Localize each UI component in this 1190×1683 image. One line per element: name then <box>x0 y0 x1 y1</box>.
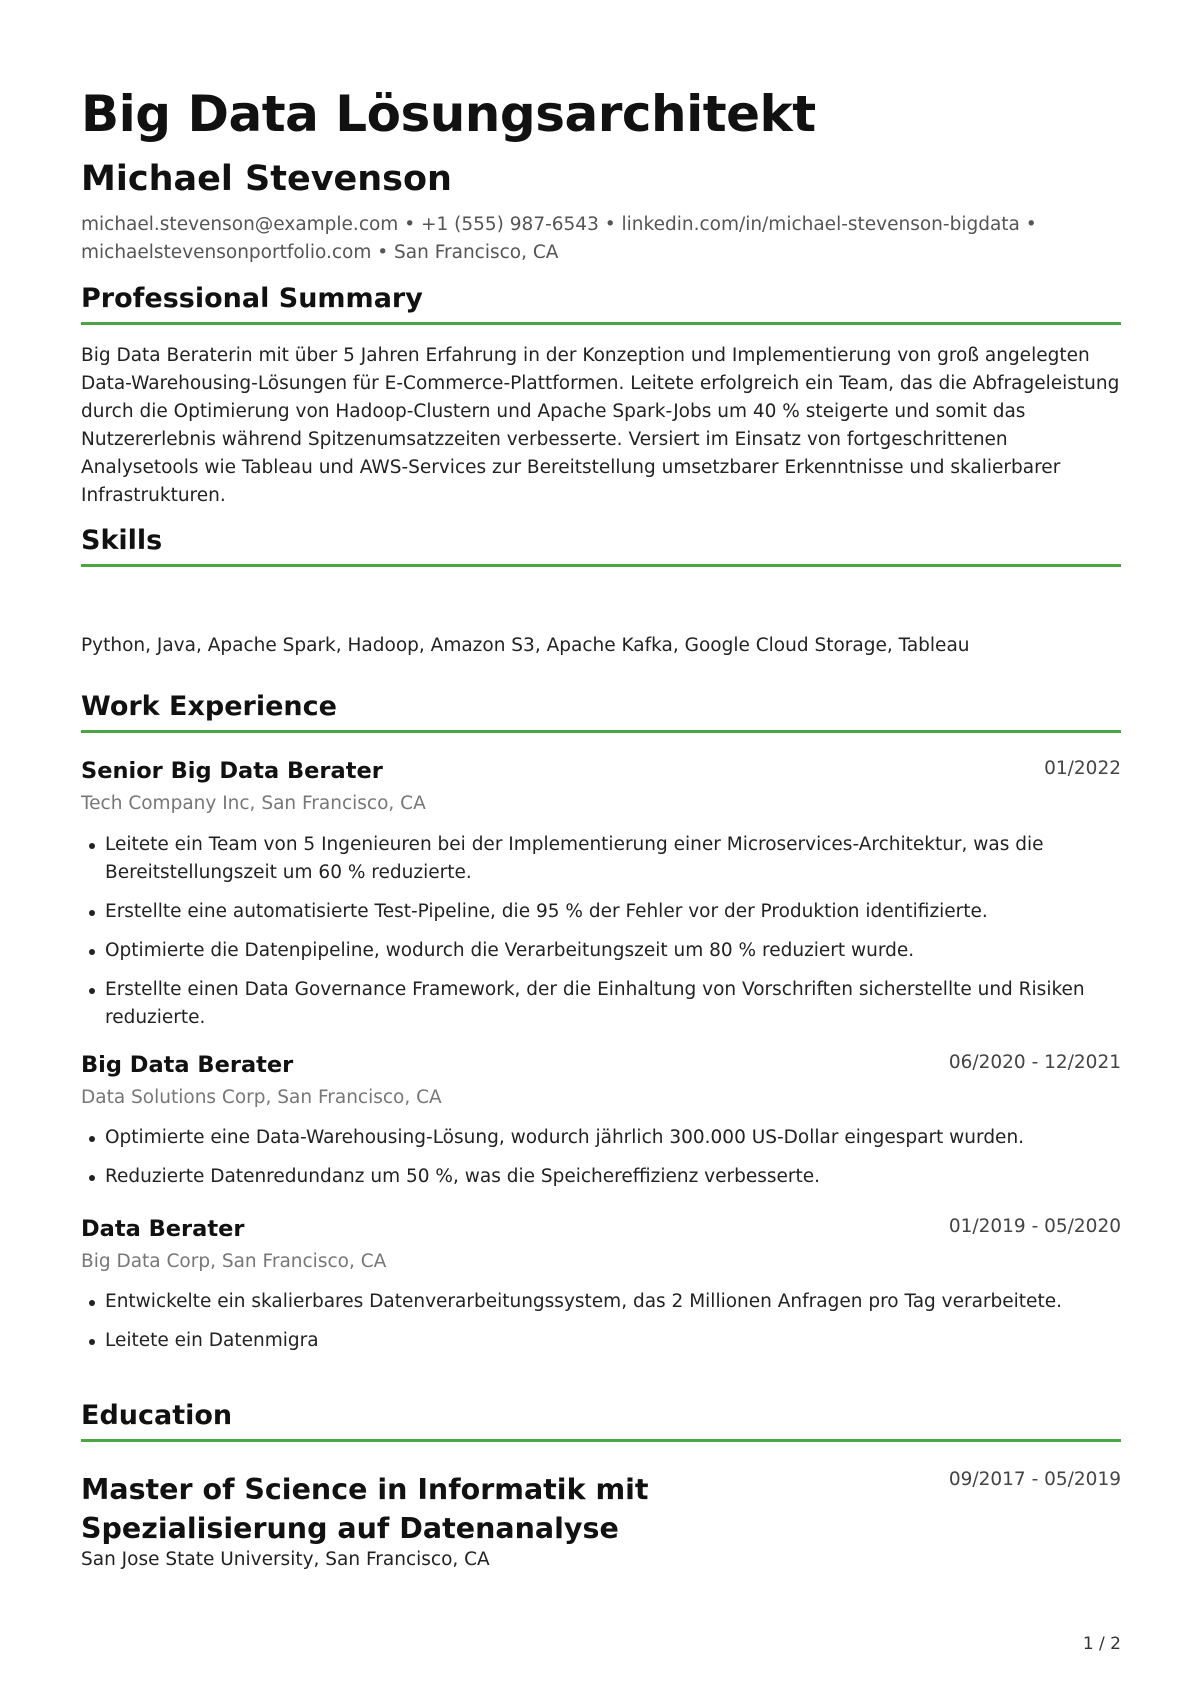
bullet-icon <box>89 843 95 849</box>
bullet-icon <box>89 988 95 994</box>
job-bullet-list <box>81 1124 1121 1202</box>
contact-info <box>81 211 1121 267</box>
job-bullet-list <box>81 1288 1121 1366</box>
job-bullet: Erstellte einen Data Governance Framework, der die Einhaltung von Vorschriften sicherstellte und Risiken reduzierte. <box>81 976 1121 1032</box>
bullet-icon <box>89 1175 95 1181</box>
job-title: Senior Big Data Berater <box>81 758 383 784</box>
job-company: Data Solutions Corp, San Francisco, CA <box>81 1087 442 1108</box>
education-degree: Master of Science in Informatik mit Spezialisierung auf Datenanalyse <box>81 1473 649 1545</box>
candidate-name: Michael Stevenson <box>81 159 452 199</box>
job-bullet: Leitete ein Datenmigra <box>81 1327 1121 1355</box>
resume-page <box>81 0 1121 1683</box>
bullet-icon <box>89 1339 95 1345</box>
summary-text: Big Data Beraterin mit über 5 Jahren Erfahrung in der Konzeption und Implementierung von groß angelegten Data-Warehousing-Lösungen für E-Commerce-Plattformen. Leitete erfolgreich ein Team, das die Abfrageleistung durch die Optimierung von Hadoop-Clustern und Apache Spark-Jobs um 40 % steigerte und somit das Nutzererlebnis während Spitzenumsatzzeiten verbesserte. Versiert im Einsatz von fortgeschrittenen Analysetools wie Tableau und AWS-Services zur Bereitstellung umsetzbarer Erkenntnisse und skalierbarer Infrastrukturen. <box>81 345 1120 506</box>
job-date: 01/2019 - 05/2020 <box>948 1216 1121 1237</box>
job-bullet: Optimierte eine Data-Warehousing-Lösung, wodurch jährlich 300.000 US-Dollar eingespart wurden. <box>81 1124 1121 1152</box>
section-heading-education: Education <box>81 1400 1121 1442</box>
education-date: 09/2017 - 05/2019 <box>948 1469 1121 1490</box>
bullet-icon <box>89 910 95 916</box>
contact-line-2: michaelstevensonportfolio.com • San Francisco, CA <box>81 242 559 263</box>
job-company: Big Data Corp, San Francisco, CA <box>81 1251 387 1272</box>
bullet-icon <box>89 949 95 955</box>
section-heading-skills: Skills <box>81 525 1121 567</box>
bullet-icon <box>89 1300 95 1306</box>
job-bullet: Entwickelte ein skalierbares Datenverarbeitungssystem, das 2 Millionen Anfragen pro Tag verarbeitete. <box>81 1288 1121 1316</box>
section-heading-summary: Professional Summary <box>81 283 1121 325</box>
job-company: Tech Company Inc, San Francisco, CA <box>81 793 426 814</box>
job-title: Data Berater <box>81 1216 245 1242</box>
job-date: 06/2020 - 12/2021 <box>948 1052 1121 1073</box>
job-bullet: Optimierte die Datenpipeline, wodurch die Verarbeitungszeit um 80 % reduziert wurde. <box>81 937 1121 965</box>
job-bullet: Leitete ein Team von 5 Ingenieuren bei der Implementierung einer Microservices-Architektur, was die Bereitstellungszeit um 60 % reduzierte. <box>81 831 1121 887</box>
education-school: San Jose State University, San Francisco, CA <box>81 1549 490 1570</box>
job-bullet: Erstellte eine automatisierte Test-Pipeline, die 95 % der Fehler vor der Produktion identifizierte. <box>81 898 1121 926</box>
job-date: 01/2022 <box>1044 758 1121 779</box>
job-bullet-list <box>81 831 1121 1043</box>
page-number: 1 / 2 <box>1082 1634 1121 1654</box>
job-title: Big Data Berater <box>81 1052 294 1078</box>
contact-line-1: michael.stevenson@example.com • +1 (555) 987-6543 • linkedin.com/in/michael-stevenson-bigdata • <box>81 214 1037 235</box>
section-heading-experience: Work Experience <box>81 691 1121 733</box>
skills-text: Python, Java, Apache Spark, Hadoop, Amazon S3, Apache Kafka, Google Cloud Storage, Tableau <box>81 635 970 656</box>
job-bullet: Reduzierte Datenredundanz um 50 %, was die Speichereffizienz verbesserte. <box>81 1163 1121 1191</box>
bullet-icon <box>89 1136 95 1142</box>
resume-title: Big Data Lösungsarchitekt <box>81 85 816 143</box>
